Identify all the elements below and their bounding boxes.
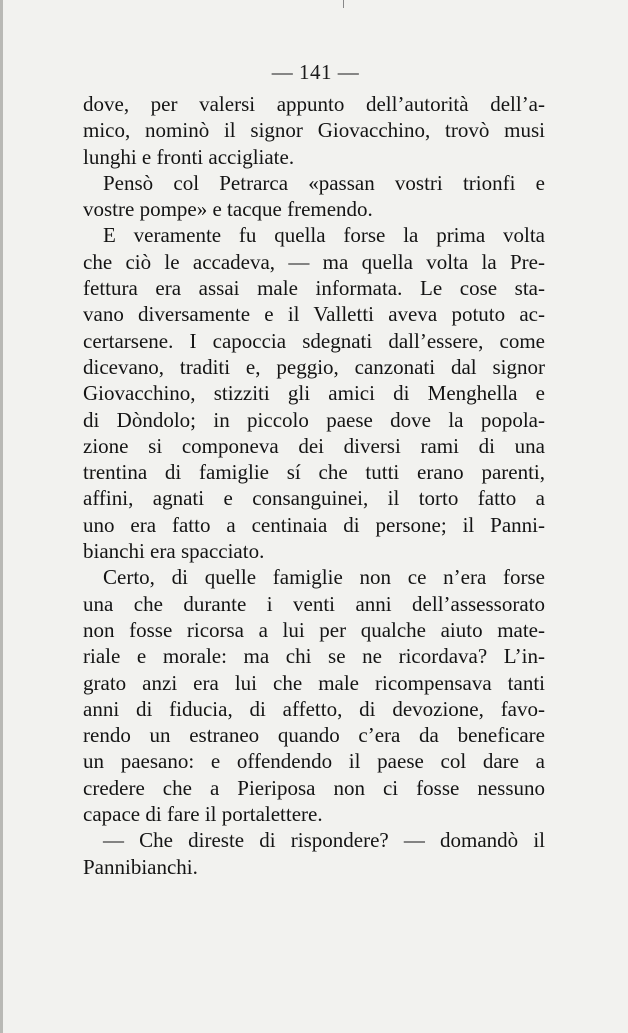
text-line: Certo, di quelle famiglie non ce n’era forse (103, 565, 545, 590)
page-number: — 141 — (271, 60, 360, 84)
text-line: grato anzi era lui che male ricompensava tanti (83, 670, 545, 695)
text-line: dicevano, traditi e, peggio, canzonati dal signor (83, 354, 545, 379)
text-line: bianchi era spacciato. (83, 539, 265, 564)
text-line: Giovacchino, stizziti gli amici di Menghella e (83, 381, 545, 406)
text-line: dove, per valersi appunto dell’autorità dell’a- (83, 92, 545, 116)
text-line: anni di fiducia, di affetto, di devozione, favo- (83, 696, 545, 721)
text-line: non fosse ricorsa a lui per qualche aiuto mate- (83, 617, 545, 642)
text-line: zione si componeva dei diversi rami di una (83, 433, 545, 458)
text-line: Pensò col Petrarca «passan vostri trionfi e (103, 170, 545, 195)
text-line: rendo un estraneo quando c’era da beneficare (83, 723, 545, 748)
text-line: un paesano: e offendendo il paese col dare a (83, 749, 545, 774)
text-line: capace di fare il portalettere. (83, 802, 323, 827)
text-line: E veramente fu quella forse la prima volta (103, 223, 545, 248)
text-line: certarsene. I capoccia sdegnati dall’essere, come (83, 328, 545, 353)
text-line: affini, agnati e consanguinei, il torto fatto a (83, 486, 545, 511)
text-line: lunghi e fronti accigliate. (83, 144, 295, 169)
text-line: che ciò le accadeva, — ma quella volta la Pre- (83, 249, 545, 274)
text-line: fettura era assai male informata. Le cose sta- (83, 276, 545, 301)
text-line: riale e morale: ma chi se ne ricordava? L’in- (83, 644, 545, 669)
text-line: credere che a Pieriposa non ci fosse nessuno (83, 775, 545, 800)
text-line: vostre pompe» e tacque fremendo. (83, 197, 373, 222)
text-line: di Dòndolo; in piccolo paese dove la popola- (83, 407, 545, 432)
text-line: vano diversamente e il Valletti aveva potuto ac- (83, 302, 545, 327)
text-line: mico, nominò il signor Giovacchino, trovò musi (83, 118, 545, 143)
text-line: una che durante i venti anni dell’assessorato (83, 591, 545, 616)
text-line: uno era fatto a centinaia di persone; il Panni- (83, 512, 545, 537)
body-text (83, 91, 545, 880)
text-line: Pannibianchi. (83, 854, 198, 879)
scan-mark (343, 0, 344, 8)
text-line: — Che direste di rispondere? — domandò il (103, 828, 545, 853)
text-line: trentina di famiglie sí che tutti erano parenti, (83, 460, 545, 485)
